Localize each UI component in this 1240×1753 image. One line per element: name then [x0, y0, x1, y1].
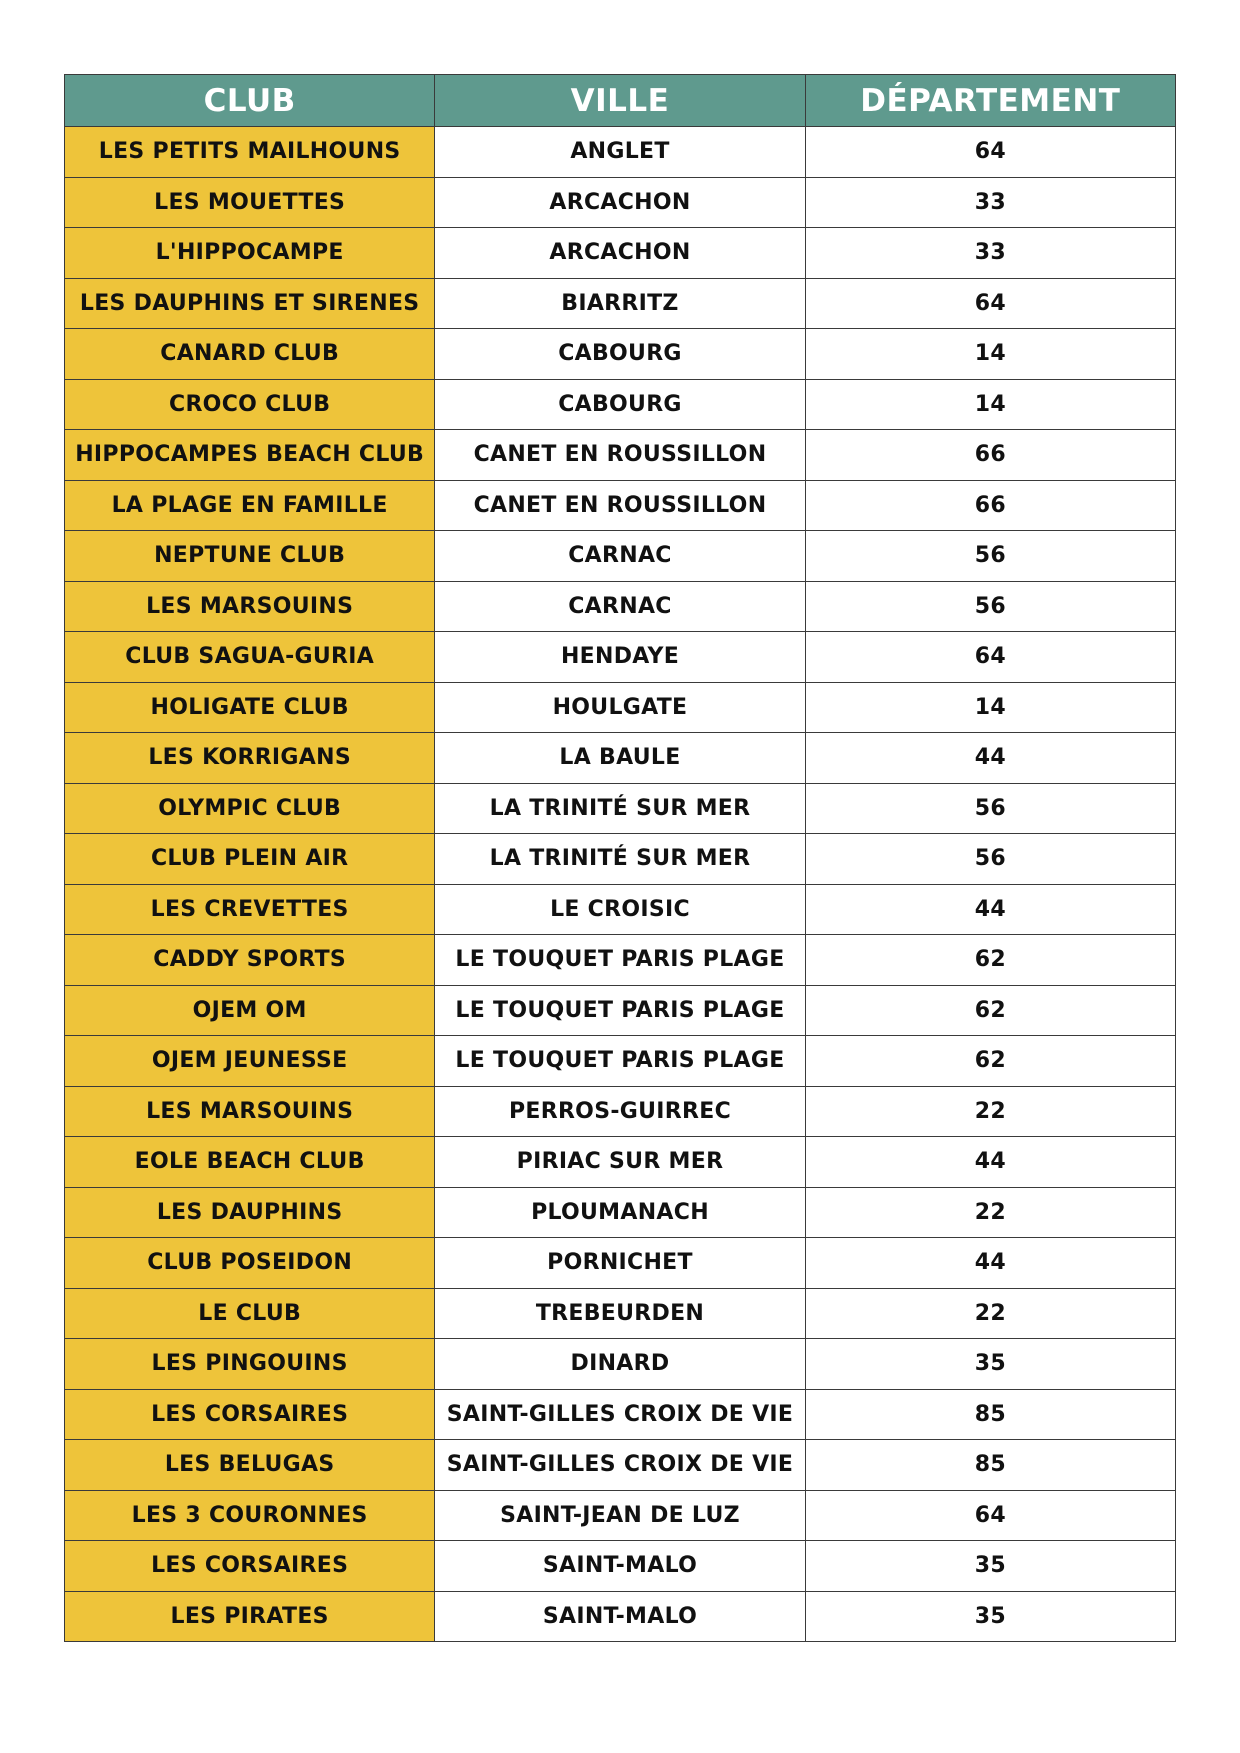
club-name-cell: OJEM JEUNESSE: [65, 1036, 435, 1087]
club-name-cell: OLYMPIC CLUB: [65, 783, 435, 834]
club-name-cell: CROCO CLUB: [65, 379, 435, 430]
departement-cell: 33: [805, 177, 1175, 228]
departement-cell: 62: [805, 985, 1175, 1036]
club-name-cell: LES KORRIGANS: [65, 733, 435, 784]
club-name-cell: LES BELUGAS: [65, 1440, 435, 1491]
club-name-cell: LES DAUPHINS: [65, 1187, 435, 1238]
club-name-cell: CADDY SPORTS: [65, 935, 435, 986]
table-row: [65, 581, 1176, 632]
club-name-cell: CLUB POSEIDON: [65, 1238, 435, 1289]
ville-cell: LA BAULE: [435, 733, 805, 784]
departement-cell: 56: [805, 834, 1175, 885]
table-row: [65, 1490, 1176, 1541]
ville-cell: ANGLET: [435, 127, 805, 178]
ville-cell: LE CROISIC: [435, 884, 805, 935]
departement-cell: 22: [805, 1288, 1175, 1339]
departement-cell: 66: [805, 480, 1175, 531]
departement-cell: 62: [805, 1036, 1175, 1087]
table-row: [65, 834, 1176, 885]
ville-cell: DINARD: [435, 1339, 805, 1390]
table-row: [65, 632, 1176, 683]
ville-cell: BIARRITZ: [435, 278, 805, 329]
departement-cell: 22: [805, 1187, 1175, 1238]
departement-cell: 64: [805, 278, 1175, 329]
club-name-cell: CLUB PLEIN AIR: [65, 834, 435, 885]
departement-cell: 85: [805, 1389, 1175, 1440]
departement-cell: 33: [805, 228, 1175, 279]
departement-cell: 85: [805, 1440, 1175, 1491]
club-name-cell: LE CLUB: [65, 1288, 435, 1339]
column-header-departement: DÉPARTEMENT: [805, 75, 1175, 127]
departement-cell: 44: [805, 884, 1175, 935]
ville-cell: CANET EN ROUSSILLON: [435, 480, 805, 531]
table-row: [65, 480, 1176, 531]
table-row: [65, 430, 1176, 481]
table-row: [65, 935, 1176, 986]
table-row: [65, 1541, 1176, 1592]
ville-cell: SAINT-GILLES CROIX DE VIE: [435, 1440, 805, 1491]
departement-cell: 56: [805, 531, 1175, 582]
clubs-table: [64, 74, 1176, 1642]
club-name-cell: LES CREVETTES: [65, 884, 435, 935]
table-row: [65, 682, 1176, 733]
club-name-cell: LES PINGOUINS: [65, 1339, 435, 1390]
ville-cell: CABOURG: [435, 329, 805, 380]
club-name-cell: OJEM OM: [65, 985, 435, 1036]
club-name-cell: LES MARSOUINS: [65, 581, 435, 632]
club-name-cell: EOLE BEACH CLUB: [65, 1137, 435, 1188]
table-row: [65, 1389, 1176, 1440]
ville-cell: SAINT-JEAN DE LUZ: [435, 1490, 805, 1541]
table-row: [65, 733, 1176, 784]
club-name-cell: LES CORSAIRES: [65, 1389, 435, 1440]
club-name-cell: LES CORSAIRES: [65, 1541, 435, 1592]
table-row: [65, 1238, 1176, 1289]
departement-cell: 22: [805, 1086, 1175, 1137]
table-row: [65, 783, 1176, 834]
table-row: [65, 1339, 1176, 1390]
ville-cell: PLOUMANACH: [435, 1187, 805, 1238]
table-row: [65, 228, 1176, 279]
ville-cell: LE TOUQUET PARIS PLAGE: [435, 985, 805, 1036]
ville-cell: TREBEURDEN: [435, 1288, 805, 1339]
departement-cell: 14: [805, 329, 1175, 380]
club-name-cell: HIPPOCAMPES BEACH CLUB: [65, 430, 435, 481]
ville-cell: ARCACHON: [435, 228, 805, 279]
table-row: [65, 531, 1176, 582]
ville-cell: SAINT-GILLES CROIX DE VIE: [435, 1389, 805, 1440]
table-row: [65, 329, 1176, 380]
table-row: [65, 1086, 1176, 1137]
club-name-cell: LES MARSOUINS: [65, 1086, 435, 1137]
ville-cell: CARNAC: [435, 531, 805, 582]
club-name-cell: LA PLAGE EN FAMILLE: [65, 480, 435, 531]
table-row: [65, 985, 1176, 1036]
club-name-cell: NEPTUNE CLUB: [65, 531, 435, 582]
club-name-cell: LES PIRATES: [65, 1591, 435, 1642]
column-header-ville: VILLE: [435, 75, 805, 127]
ville-cell: CABOURG: [435, 379, 805, 430]
departement-cell: 66: [805, 430, 1175, 481]
table-header-row: [65, 75, 1176, 127]
departement-cell: 64: [805, 1490, 1175, 1541]
club-name-cell: LES 3 COURONNES: [65, 1490, 435, 1541]
table-row: [65, 1187, 1176, 1238]
table-row: [65, 884, 1176, 935]
table-row: [65, 1137, 1176, 1188]
club-name-cell: LES DAUPHINS ET SIRENES: [65, 278, 435, 329]
table-row: [65, 1440, 1176, 1491]
ville-cell: LE TOUQUET PARIS PLAGE: [435, 1036, 805, 1087]
departement-cell: 64: [805, 127, 1175, 178]
departement-cell: 14: [805, 379, 1175, 430]
departement-cell: 35: [805, 1339, 1175, 1390]
ville-cell: HOULGATE: [435, 682, 805, 733]
ville-cell: HENDAYE: [435, 632, 805, 683]
table-row: [65, 177, 1176, 228]
ville-cell: ARCACHON: [435, 177, 805, 228]
departement-cell: 44: [805, 1137, 1175, 1188]
ville-cell: PERROS-GUIRREC: [435, 1086, 805, 1137]
club-name-cell: CANARD CLUB: [65, 329, 435, 380]
ville-cell: PIRIAC SUR MER: [435, 1137, 805, 1188]
table-row: [65, 1591, 1176, 1642]
departement-cell: 14: [805, 682, 1175, 733]
club-name-cell: LES MOUETTES: [65, 177, 435, 228]
table-row: [65, 1288, 1176, 1339]
ville-cell: SAINT-MALO: [435, 1541, 805, 1592]
ville-cell: LE TOUQUET PARIS PLAGE: [435, 935, 805, 986]
column-header-club: CLUB: [65, 75, 435, 127]
ville-cell: CARNAC: [435, 581, 805, 632]
departement-cell: 64: [805, 632, 1175, 683]
club-name-cell: LES PETITS MAILHOUNS: [65, 127, 435, 178]
ville-cell: SAINT-MALO: [435, 1591, 805, 1642]
departement-cell: 44: [805, 733, 1175, 784]
table-body: [65, 127, 1176, 1642]
departement-cell: 44: [805, 1238, 1175, 1289]
departement-cell: 62: [805, 935, 1175, 986]
ville-cell: LA TRINITÉ SUR MER: [435, 783, 805, 834]
table-row: [65, 127, 1176, 178]
ville-cell: CANET EN ROUSSILLON: [435, 430, 805, 481]
table-row: [65, 278, 1176, 329]
departement-cell: 35: [805, 1541, 1175, 1592]
club-name-cell: L'HIPPOCAMPE: [65, 228, 435, 279]
departement-cell: 35: [805, 1591, 1175, 1642]
departement-cell: 56: [805, 581, 1175, 632]
table-row: [65, 1036, 1176, 1087]
ville-cell: LA TRINITÉ SUR MER: [435, 834, 805, 885]
departement-cell: 56: [805, 783, 1175, 834]
table-row: [65, 379, 1176, 430]
club-name-cell: HOLIGATE CLUB: [65, 682, 435, 733]
club-name-cell: CLUB SAGUA-GURIA: [65, 632, 435, 683]
ville-cell: PORNICHET: [435, 1238, 805, 1289]
